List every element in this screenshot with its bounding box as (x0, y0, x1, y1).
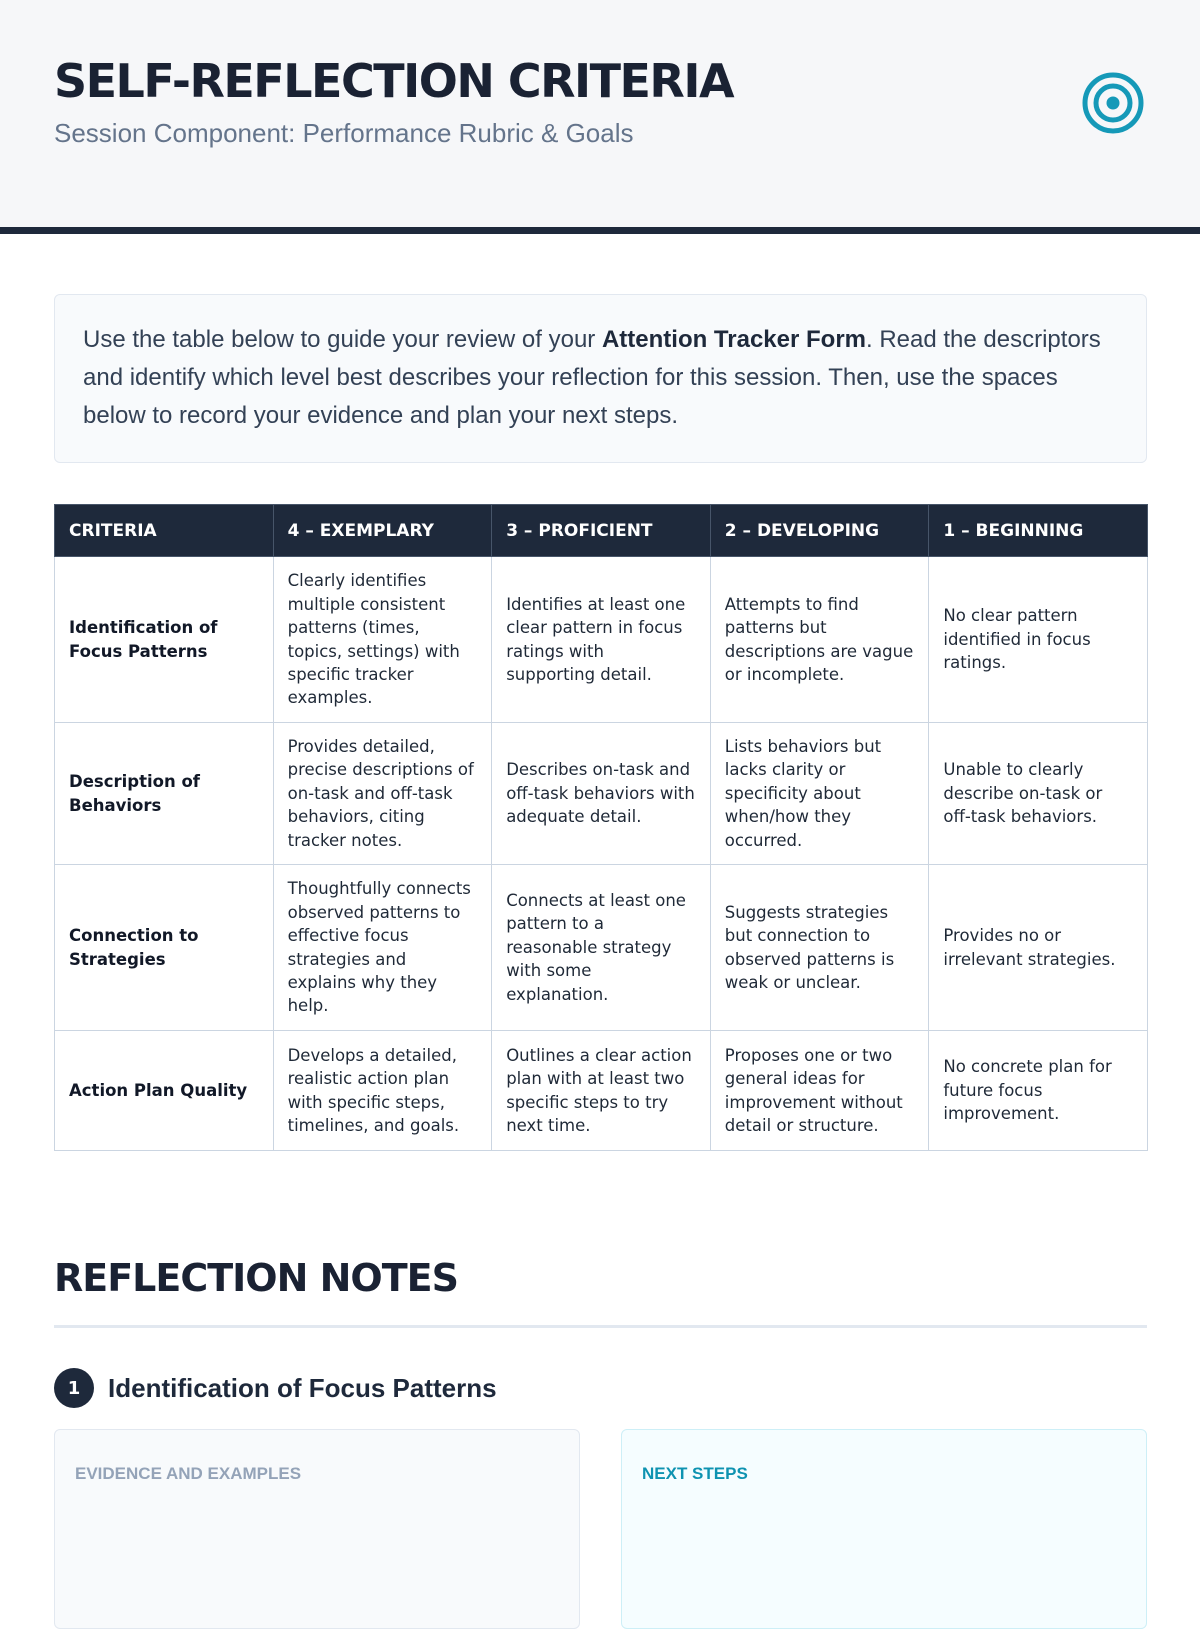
next-steps-input-box[interactable] (621, 1429, 1147, 1629)
proficient-cell: Identifies at least one clear pattern in focus ratings with supporting detail. (492, 557, 711, 723)
table-row (55, 557, 1148, 723)
header-proficient: 3 – PROFICIENT (492, 505, 711, 557)
exemplary-cell: Clearly identifies multiple consistent patterns (times, topics, settings) with specific tracker examples. (273, 557, 492, 723)
page-title: SELF-REFLECTION CRITERIA (54, 54, 734, 108)
page-subtitle: Session Component: Performance Rubric & Goals (54, 118, 634, 148)
proficient-cell: Outlines a clear action plan with at least two specific steps to try next time. (492, 1031, 711, 1151)
target-icon (1082, 72, 1144, 134)
rubric-table (54, 504, 1148, 1151)
section-divider (54, 1325, 1147, 1328)
reflection-notes-title: REFLECTION NOTES (54, 1256, 458, 1300)
beginning-cell: No concrete plan for future focus improvement. (929, 1031, 1148, 1151)
criterion-cell: Description of Behaviors (55, 723, 274, 865)
beginning-cell: Provides no or irrelevant strategies. (929, 865, 1148, 1031)
next-steps-label: NEXT STEPS (642, 1464, 748, 1483)
proficient-cell: Describes on-task and off-task behaviors with adequate detail. (492, 723, 711, 865)
evidence-input-box[interactable] (54, 1429, 580, 1629)
exemplary-cell: Provides detailed, precise descriptions of on-task and off-task behaviors, citing tracker notes. (273, 723, 492, 865)
intro-form-name: Attention Tracker Form (601, 326, 866, 353)
proficient-cell: Connects at least one pattern to a reasonable strategy with some explanation. (492, 865, 711, 1031)
header-developing: 2 – DEVELOPING (710, 505, 929, 557)
developing-cell: Proposes one or two general ideas for improvement without detail or structure. (710, 1031, 929, 1151)
header-beginning: 1 – BEGINNING (929, 505, 1148, 557)
developing-cell: Suggests strategies but connection to observed patterns is weak or unclear. (710, 865, 929, 1031)
exemplary-cell: Develops a detailed, realistic action plan with specific steps, timelines, and goals. (273, 1031, 492, 1151)
rubric-header-row (55, 505, 1148, 557)
table-row (55, 1031, 1148, 1151)
section-heading (54, 1368, 497, 1408)
exemplary-cell: Thoughtfully connects observed patterns to effective focus strategies and explains why they help. (273, 865, 492, 1031)
intro-text-end: . Read the descriptors and identify which level best describes your reflection for this session. Then, use the spaces below to record your evidence and plan your next steps. (83, 326, 1101, 429)
intro-text-start: Use the table below to guide your review of your (83, 326, 602, 353)
developing-cell: Lists behaviors but lacks clarity or specificity about when/how they occurred. (710, 723, 929, 865)
table-row (55, 723, 1148, 865)
section-number-badge: 1 (54, 1368, 94, 1408)
beginning-cell: No clear pattern identified in focus ratings. (929, 557, 1148, 723)
developing-cell: Attempts to find patterns but descriptions are vague or incomplete. (710, 557, 929, 723)
criterion-cell: Identification of Focus Patterns (55, 557, 274, 723)
table-row (55, 865, 1148, 1031)
page-header (0, 0, 1200, 234)
header-exemplary: 4 – EXEMPLARY (273, 505, 492, 557)
section-title: Identification of Focus Patterns (108, 1372, 497, 1403)
criterion-cell: Connection to Strategies (55, 865, 274, 1031)
intro-instructions (54, 294, 1147, 463)
header-criteria: CRITERIA (55, 505, 274, 557)
criterion-cell: Action Plan Quality (55, 1031, 274, 1151)
evidence-label: EVIDENCE AND EXAMPLES (75, 1464, 302, 1483)
beginning-cell: Unable to clearly describe on-task or off-task behaviors. (929, 723, 1148, 865)
